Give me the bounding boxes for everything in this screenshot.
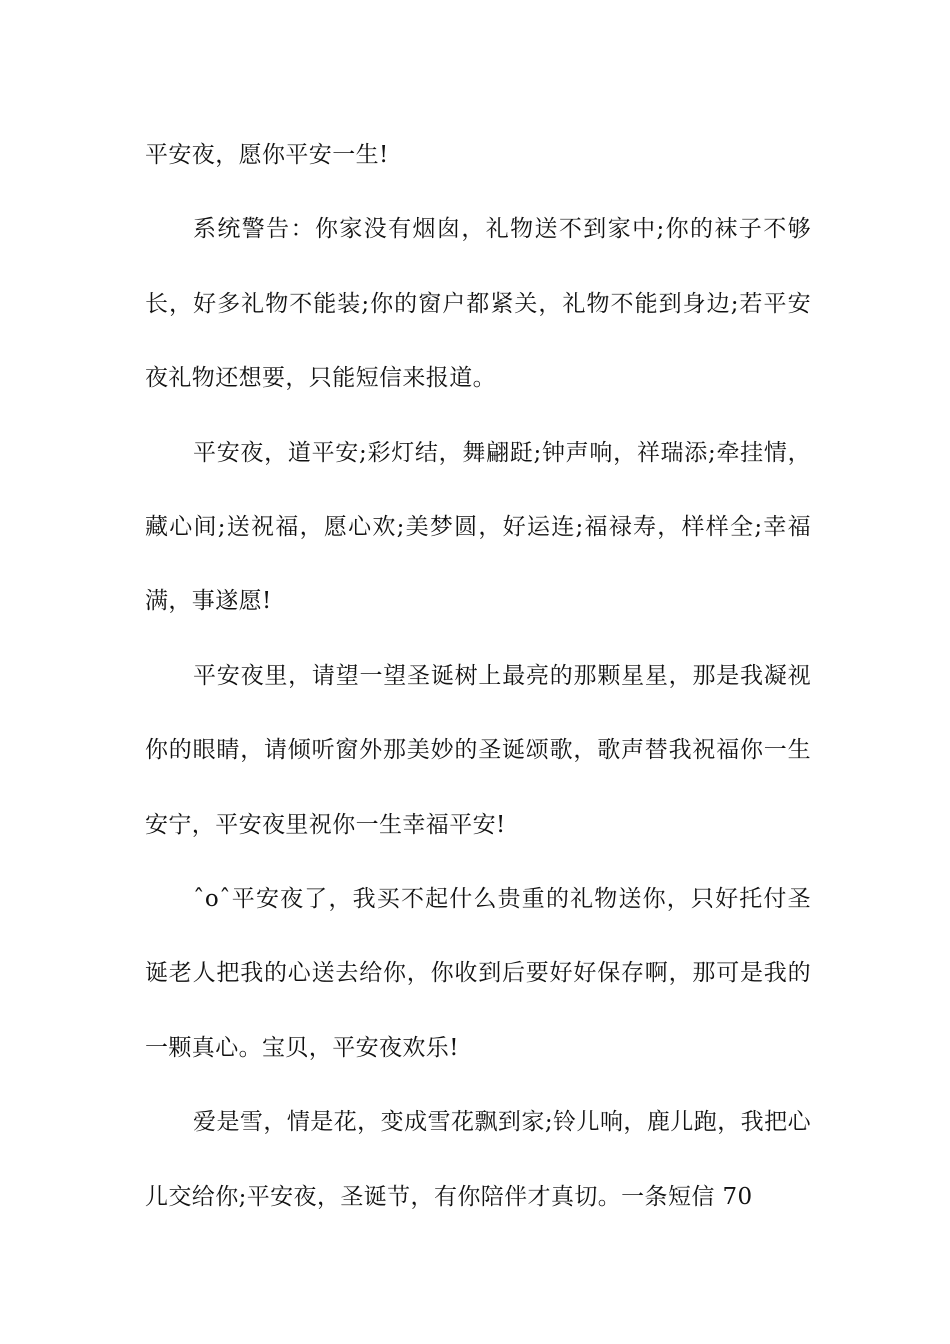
document-body bbox=[145, 118, 811, 1234]
paragraph-3: 平安夜，道平安;彩灯结，舞翩跹;钟声响，祥瑞添;牵挂情，藏心间;送祝福，愿心欢;美梦圆，好运连;福禄寿，样样全;幸福满，事遂愿! bbox=[145, 439, 811, 615]
paragraph-2: 系统警告：你家没有烟囱，礼物送不到家中;你的袜子不够长，好多礼物不能装;你的窗户都紧关，礼物不能到身边;若平安夜礼物还想要，只能短信来报道。 bbox=[145, 216, 811, 392]
paragraph-4: 平安夜里，请望一望圣诞树上最亮的那颗星星，那是我凝视你的眼睛，请倾听窗外那美妙的圣诞颂歌，歌声替我祝福你一生安宁，平安夜里祝你一生幸福平安! bbox=[145, 662, 811, 838]
paragraph-1: 平安夜，愿你平安一生! bbox=[145, 142, 389, 168]
paragraph-5: ˆoˆ平安夜了，我买不起什么贵重的礼物送你，只好托付圣诞老人把我的心送去给你，你收到后要好好保存啊，那可是我的一颗真心。宝贝，平安夜欢乐! bbox=[145, 886, 811, 1061]
paragraph-6: 爱是雪，情是花，变成雪花飘到家;铃儿响，鹿儿跑，我把心儿交给你;平安夜，圣诞节，有你陪伴才真切。一条短信 70 bbox=[145, 1109, 811, 1210]
